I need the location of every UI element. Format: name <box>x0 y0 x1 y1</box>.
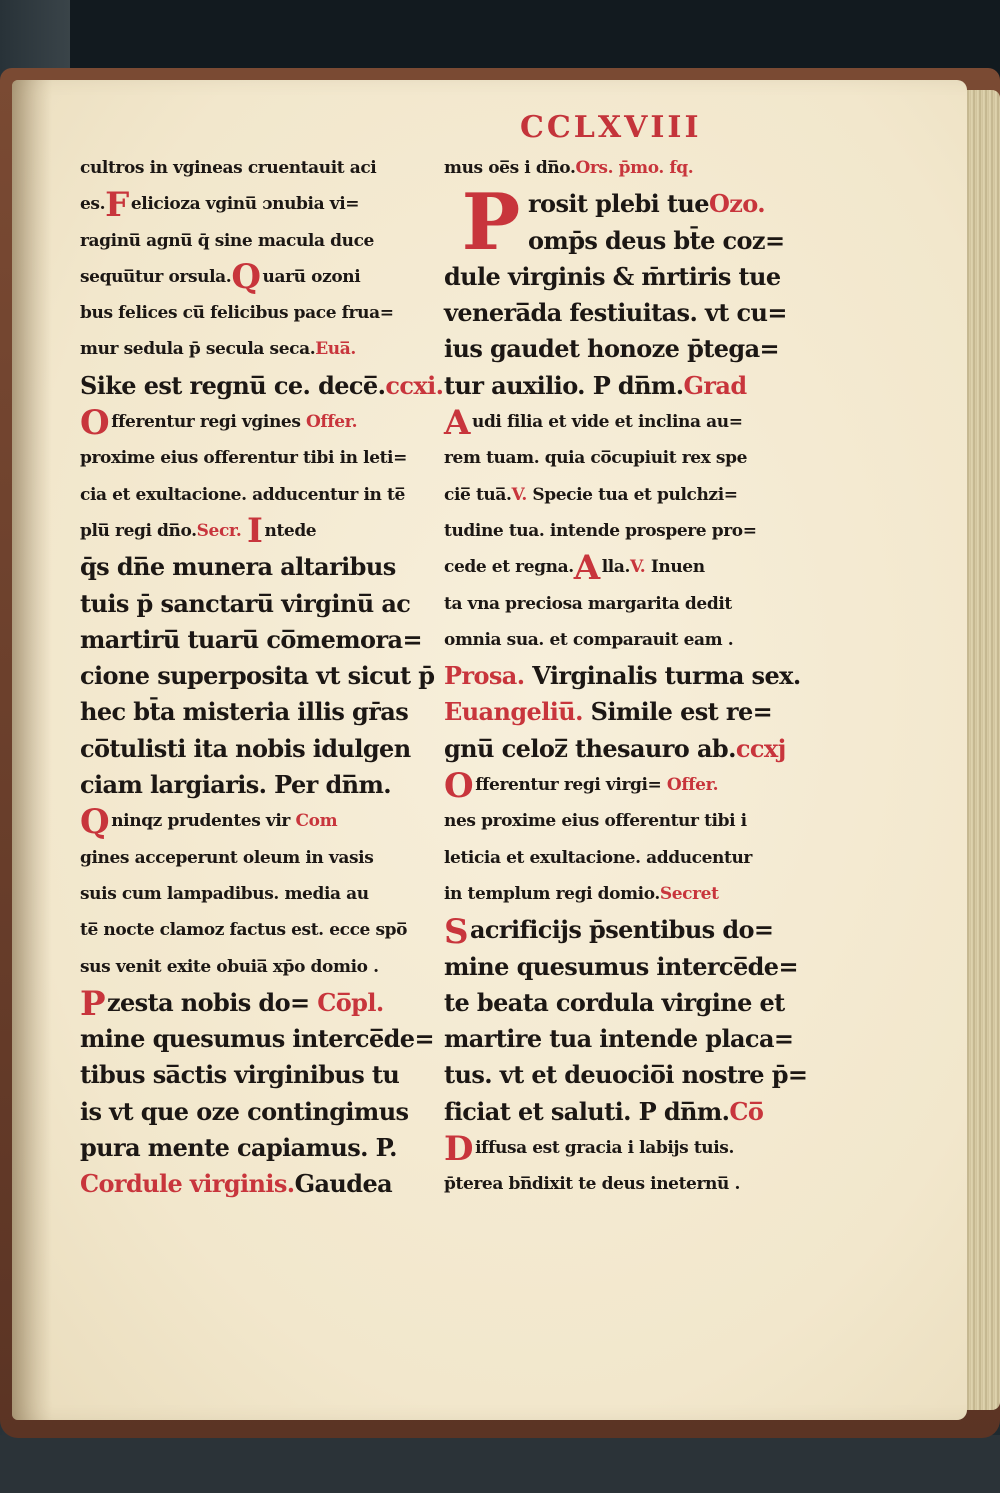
rubricated-initial: S <box>444 911 468 952</box>
text-segment: zesta nobis do= <box>106 987 310 1017</box>
right-column-line <box>444 402 749 443</box>
text-segment: proxime eius offerentur tibi in leti= <box>80 448 407 469</box>
rubricated-initial: A <box>573 547 600 588</box>
left-text-column <box>80 150 444 1203</box>
rubricated-initial: Q <box>80 801 110 842</box>
text-segment: ficiat et saluti. P dn̅m. <box>444 1096 730 1126</box>
left-column-line <box>80 622 422 658</box>
text-segment: mus oe̅s i dn̅o. <box>444 158 576 178</box>
left-column-line <box>80 440 407 476</box>
left-column-line <box>80 767 392 803</box>
left-column-line <box>80 984 385 1025</box>
left-column-line <box>80 840 385 876</box>
text-segment: pura mente capiamus. P. <box>80 1133 397 1163</box>
text-segment: tur auxilio. P dn̅m. <box>444 370 684 400</box>
rubric-text: Co̅ <box>729 1096 764 1126</box>
text-segment: leticia et exultacione. adducentur <box>444 847 752 868</box>
right-column-line <box>444 440 749 476</box>
rubricated-initial: Q <box>231 257 261 298</box>
text-segment: mine quesumus interce̅de= <box>80 1024 434 1054</box>
text-segment: elicioza vginu̅ ɔnubia vi= <box>130 194 360 215</box>
rubric-text: Ors. p̄mo. fq. <box>575 158 694 178</box>
rubricated-initial: O <box>80 402 110 443</box>
text-segment: ninqz prudentes vir <box>111 811 296 832</box>
text-segment: te̅ nocte clamoz factus est. ecce spo̅ <box>80 920 408 941</box>
text-segment: mur sedula p̄ secula seca. <box>80 339 316 360</box>
rubricated-initial: A <box>444 402 470 443</box>
text-segment: Specie tua et pulchzi= <box>526 484 738 505</box>
right-column-line <box>444 331 780 367</box>
text-segment: tudine tua. intende prospere pro= <box>444 520 757 541</box>
text-segment: uaru̅ ozoni <box>262 266 361 287</box>
rubric-text: Eua̅. <box>315 339 356 360</box>
text-segment: bus felices cu̅ felicibus pace frua= <box>80 303 394 324</box>
rubricated-initial: P <box>80 984 105 1025</box>
text-segment: sus venit exite obuia̅ xp̄o domio . <box>80 956 379 977</box>
right-column-line <box>444 1094 764 1130</box>
rubric-text: Cordule virginis. <box>80 1169 295 1199</box>
text-segment: omnia sua. et comparauit eam . <box>444 629 734 650</box>
left-column-line <box>80 184 385 225</box>
right-column-line <box>444 731 786 767</box>
text-segment: cede et regna. <box>444 557 574 578</box>
right-column-line <box>444 985 785 1021</box>
right-column-line <box>444 513 757 549</box>
text-segment: tuis p̄ sanctaru̅ virginu̅ ac <box>80 588 411 618</box>
text-segment: mine quesumus interce̅de= <box>444 951 798 981</box>
text-segment: Virginalis turma sex. <box>524 661 801 691</box>
text-segment: cia et exultacione. adducentur in te̅ <box>80 484 405 505</box>
text-segment: plu̅ regi dn̅o. <box>80 520 197 541</box>
left-column-line <box>80 368 444 404</box>
text-segment: iffusa est gracia i labijs tuis. <box>475 1138 734 1159</box>
rubricated-initial: D <box>444 1128 474 1169</box>
rubric-text: Co̅pl. <box>309 987 384 1017</box>
rubric-text: Com <box>295 811 338 832</box>
right-column-line <box>444 1166 749 1202</box>
left-column-line <box>80 257 385 298</box>
rubric-text: Ozo. <box>708 189 766 219</box>
text-segment: acrificijs p̄sentibus do= <box>469 915 774 945</box>
text-segment: es. <box>80 194 106 215</box>
text-segment: cione superposita vt sicut p̄ <box>80 661 435 691</box>
text-segment: omp̄s deus bt̄e coz= <box>528 225 785 255</box>
text-segment: p̄terea bn̅dixit te deus ineternu̅ . <box>444 1174 740 1195</box>
left-column-line <box>80 694 409 730</box>
rubric-text: Secr. <box>196 520 242 541</box>
left-column-line <box>80 801 385 842</box>
right-column-line <box>444 803 749 839</box>
rubric-text: ccxi. <box>385 370 444 400</box>
text-segment: ntede <box>264 520 317 541</box>
left-column-line <box>80 658 435 694</box>
rubric-text: Grad <box>683 370 747 400</box>
right-column-line <box>444 694 773 730</box>
text-segment: cie̅ tua̅. <box>444 484 512 505</box>
text-segment: gines acceperunt oleum in vasis <box>80 847 374 868</box>
text-segment: lla. <box>601 557 630 578</box>
text-segment: ciam largiaris. Per dn̅m. <box>80 770 392 800</box>
right-column-line <box>444 876 749 912</box>
right-column-line <box>444 622 749 658</box>
right-column-line <box>444 765 749 806</box>
rubric-text: ccxj <box>735 733 786 763</box>
right-column-line <box>444 295 787 331</box>
left-column-line <box>80 402 385 443</box>
text-segment: cultros in vgineas cruentauit aci <box>80 158 377 178</box>
text-segment: martiru̅ tuaru̅ co̅memora= <box>80 624 422 654</box>
text-segment: tibus sa̅ctis virginibus tu <box>80 1060 400 1090</box>
text-segment: rem tuam. quia co̅cupiuit rex spe <box>444 448 748 469</box>
text-segment: Inuen <box>645 557 705 578</box>
left-column-line <box>80 223 385 259</box>
left-column-line <box>80 731 411 767</box>
left-column-line <box>80 1021 434 1057</box>
right-column-line <box>444 658 801 694</box>
text-segment: fferentur regi virgi= <box>475 775 662 796</box>
text-segment: fferentur regi vgines <box>111 412 307 433</box>
left-column-line <box>80 876 385 912</box>
text-segment: co̅tulisti ita nobis idulgen <box>80 733 411 763</box>
text-segment: is vt que oze contingimus <box>80 1096 409 1126</box>
text-segment: dule virginis & m̄rtiris tue <box>444 261 781 291</box>
right-column-line <box>444 1021 794 1057</box>
right-column-line <box>444 1057 808 1093</box>
folio-number: CCLXVIII <box>520 110 702 145</box>
text-segment: nes proxime eius offerentur tibi i <box>444 811 747 832</box>
right-column-line <box>444 949 798 985</box>
left-column-line <box>80 1130 397 1166</box>
text-segment: in templum regi domio. <box>444 883 660 904</box>
gutter-shadow <box>12 80 52 1420</box>
decorated-initial: P <box>461 177 521 268</box>
text-segment: sequu̅tur orsula. <box>80 266 232 287</box>
left-column-line <box>80 477 405 513</box>
rubric-text: Offer. <box>661 775 719 796</box>
right-text-column <box>444 150 808 1203</box>
text-segment: tus. vt et deuocio̅i nostre p̄= <box>444 1060 808 1090</box>
right-column-line <box>444 477 749 513</box>
rubric-text: Prosa. <box>444 661 525 691</box>
left-column-line <box>80 331 385 367</box>
rubric-text: V. <box>511 484 527 505</box>
left-column-line <box>80 586 411 622</box>
left-column-line <box>80 511 385 552</box>
left-column-line <box>80 912 408 948</box>
right-column-line <box>444 586 749 622</box>
rubric-text: V. <box>629 557 646 578</box>
text-segment: udi filia et vide et inclina au= <box>471 412 743 433</box>
text-segment: gnu̅ celoz̅ thesauro ab. <box>444 733 736 763</box>
left-column-line <box>80 1057 400 1093</box>
rubricated-initial: F <box>105 184 129 225</box>
text-segment: hec bt̄a misteria illis gr̄as <box>80 697 409 727</box>
text-segment: martire tua intende placa= <box>444 1024 794 1054</box>
text-segment: Gaudea <box>294 1169 393 1199</box>
text-segment: rosit plebi tue <box>528 189 709 219</box>
left-column-line <box>80 949 385 985</box>
rubric-text: Euangeliu̅. <box>444 697 583 727</box>
text-segment: venera̅da festiuitas. vt cu= <box>444 298 787 328</box>
text-segment: Simile est re= <box>582 697 773 727</box>
left-column-line <box>80 295 394 331</box>
right-column-line <box>444 1128 749 1169</box>
right-column-line <box>444 911 774 952</box>
right-column-line <box>444 368 749 404</box>
text-segment: Sike est regnu̅ ce. dece̅. <box>80 370 386 400</box>
rubricated-initial: O <box>444 765 474 806</box>
backdrop-bottom <box>0 1435 1000 1493</box>
rubricated-initial: I <box>246 511 263 552</box>
text-segment: raginu̅ agnu̅ q̄ sine macula duce <box>80 230 374 251</box>
text-segment: ius gaudet honoze p̄tega= <box>444 334 780 364</box>
left-column-line <box>80 1094 409 1130</box>
left-column-line <box>80 549 396 585</box>
text-segment: q̄s dn̅e munera altaribus <box>80 552 396 582</box>
text-segment: suis cum lampadibus. media au <box>80 883 369 904</box>
left-column-line <box>80 150 385 186</box>
rubric-text: Secret <box>659 883 719 904</box>
right-column-line <box>444 547 749 588</box>
right-column-line <box>444 840 752 876</box>
text-segment: te beata cordula virgine et <box>444 987 785 1017</box>
rubric-text: Offer. <box>306 412 358 433</box>
text-segment: ta vna preciosa margarita dedit <box>444 593 732 614</box>
left-column-line <box>80 1166 393 1202</box>
